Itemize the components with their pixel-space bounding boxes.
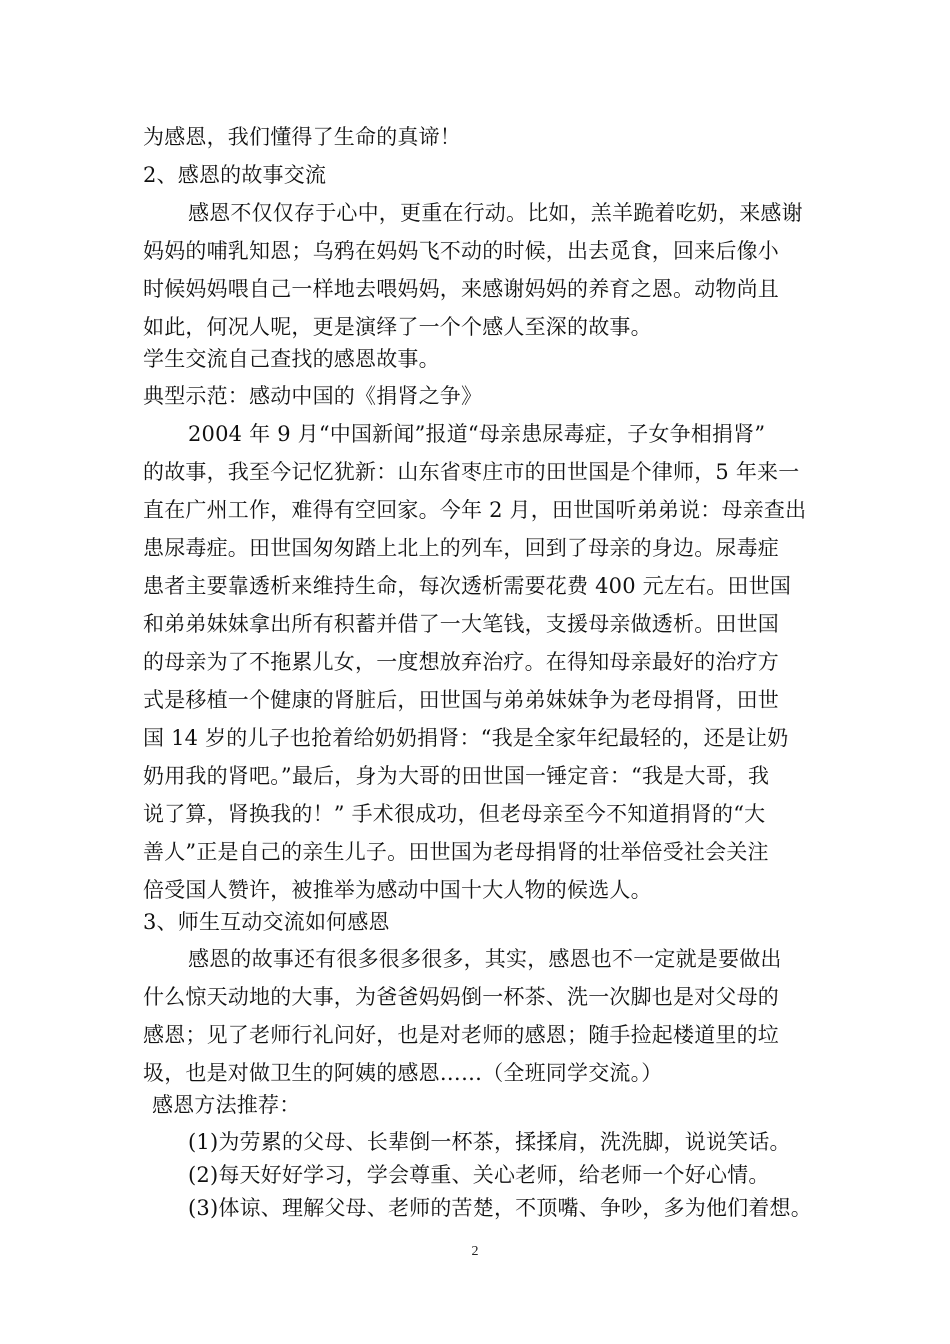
paragraph-line: 善人”正是自己的亲生儿子。田世国为老母捐肾的壮举倍受社会关注 <box>143 840 769 864</box>
paragraph-line: 式是移植一个健康的肾脏后，田世国与弟弟妹妹争为老母捐肾，田世 <box>143 688 779 712</box>
section-heading-2: 2、感恩的故事交流 <box>143 163 327 187</box>
paragraph-line: 的母亲为了不拖累儿女，一度想放弃治疗。在得知母亲最好的治疗方 <box>143 650 779 674</box>
paragraph-line: 学生交流自己查找的感恩故事。 <box>143 347 440 371</box>
paragraph-line: 妈妈的哺乳知恩；乌鸦在妈妈飞不动的时候，出去觅食，回来后像小 <box>143 239 779 263</box>
section-heading-3: 3、师生互动交流如何感恩 <box>143 910 390 934</box>
paragraph-line: 国 14 岁的儿子也抢着给奶奶捐肾：“我是全家年纪最轻的，还是让奶 <box>143 726 789 750</box>
paragraph-line: 和弟弟妹妹拿出所有积蓄并借了一大笔钱，支援母亲做透析。田世国 <box>143 612 779 636</box>
paragraph-line: 如此，何况人呢，更是演绎了一个个感人至深的故事。 <box>143 315 652 339</box>
paragraph-line: 感恩不仅仅存于心中，更重在行动。比如，羔羊跪着吃奶，来感谢 <box>188 201 803 225</box>
paragraph-line: 奶用我的肾吧。”最后，身为大哥的田世国一锤定音：“我是大哥，我 <box>143 764 770 788</box>
paragraph-line: 直在广州工作，难得有空回家。今年 2 月，田世国听弟弟说：母亲查出 <box>143 498 807 522</box>
paragraph-line: 说了算，肾换我的！” 手术很成功，但老母亲至今不知道捐肾的“大 <box>143 802 766 826</box>
method-item-3: (3)体谅、理解父母、老师的苦楚，不顶嘴、争吵，多为他们着想。 <box>188 1196 812 1220</box>
paragraph-line: 什么惊天动地的大事，为爸爸妈妈倒一杯茶、洗一次脚也是对父母的 <box>143 985 779 1009</box>
paragraph-line: 倍受国人赞许，被推举为感动中国十大人物的候选人。 <box>143 878 652 902</box>
paragraph-line: 患者主要靠透析来维持生命，每次透析需要花费 400 元左右。田世国 <box>143 574 792 598</box>
paragraph-line: 2004 年 9 月“中国新闻”报道“母亲患尿毒症，子女争相捐肾” <box>188 422 766 446</box>
method-item-1: (1)为劳累的父母、长辈倒一杯茶，揉揉肩，洗洗脚，说说笑话。 <box>188 1130 791 1154</box>
paragraph-line: 感恩的故事还有很多很多很多，其实，感恩也不一定就是要做出 <box>188 947 782 971</box>
paragraph-line: 为感恩，我们懂得了生命的真谛！ <box>143 125 461 149</box>
method-item-2: (2)每天好好学习，学会尊重、关心老师，给老师一个好心情。 <box>188 1163 770 1187</box>
paragraph-line: 圾，也是对做卫生的阿姨的感恩……（全班同学交流。） <box>143 1061 663 1085</box>
methods-heading: 感恩方法推荐： <box>152 1093 301 1117</box>
paragraph-line: 时候妈妈喂自己一样地去喂妈妈，来感谢妈妈的养育之恩。动物尚且 <box>143 277 779 301</box>
paragraph-line: 患尿毒症。田世国匆匆踏上北上的列车，回到了母亲的身边。尿毒症 <box>143 536 779 560</box>
example-heading: 典型示范：感动中国的《捐肾之争》 <box>143 384 483 408</box>
page-number: 2 <box>471 1244 479 1259</box>
paragraph-line: 感恩；见了老师行礼问好，也是对老师的感恩；随手捡起楼道里的垃 <box>143 1023 779 1047</box>
paragraph-line: 的故事，我至今记忆犹新：山东省枣庄市的田世国是个律师，5 年来一 <box>143 460 800 484</box>
